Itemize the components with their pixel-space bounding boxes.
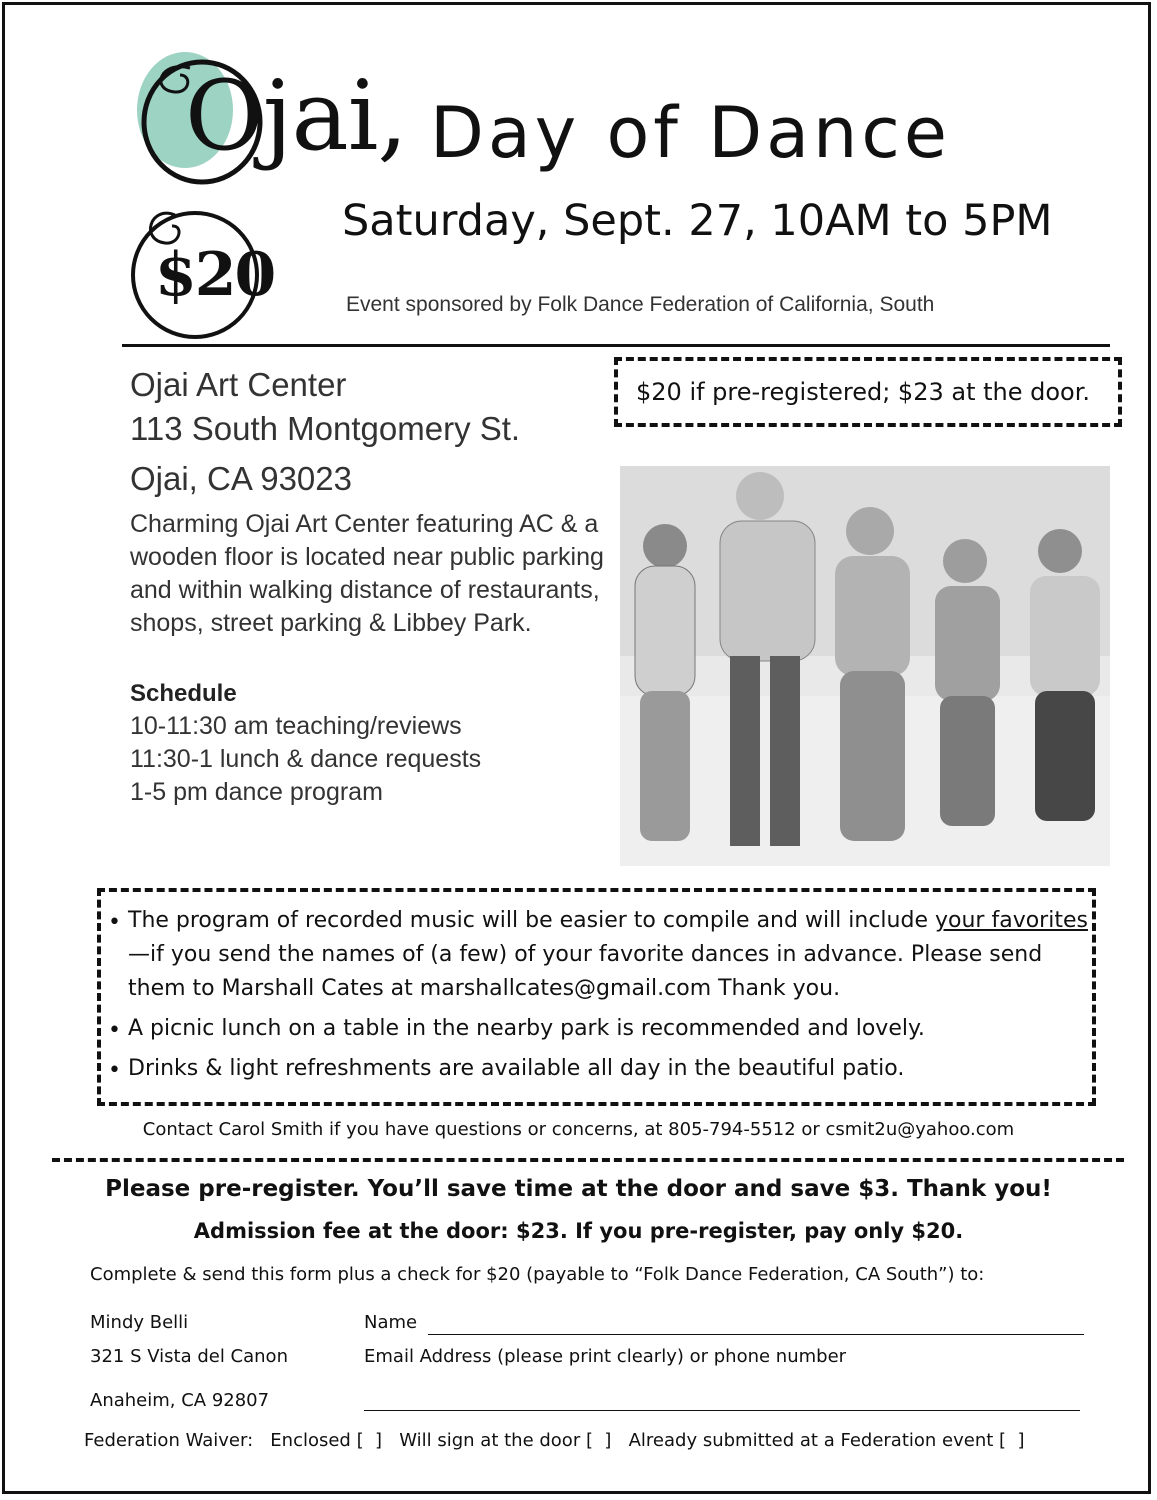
- venue-description: Charming Ojai Art Center featuring AC & a wooden floor is located near public parking and within walking distance of restaurants, shops, street parking & Libbey Park.: [130, 510, 604, 637]
- price-text: $20 if pre-registered; $23 at the door.: [636, 378, 1091, 406]
- dancers-photo: [620, 466, 1110, 866]
- bullet-icon: •: [108, 1058, 121, 1083]
- cut-line: [52, 1158, 1124, 1162]
- mail-to-city: Anaheim, CA 92807: [90, 1390, 270, 1411]
- note-drinks: Drinks & light refreshments are available all day in the beautiful patio.: [128, 1056, 905, 1081]
- waiver-line: Federation Waiver: Enclosed [ ] Will sign at the door [ ] Already submitted at a Federation event [ ]: [84, 1430, 1025, 1451]
- venue-street: 113 South Montgomery St.: [130, 410, 521, 447]
- logo-price: $20: [155, 240, 275, 310]
- mail-to-street: 321 S Vista del Canon: [90, 1346, 288, 1367]
- logo-word: Ojai,: [185, 60, 407, 172]
- note-favorites: [128, 904, 1088, 1006]
- note-text: —if you send the names of (a few) of your favorite dances in advance. Please send them to Marshall Cates at marshallcates@gmail.com Thank you.: [128, 942, 1043, 1001]
- bullet-icon: •: [108, 910, 121, 935]
- venue-name: Ojai Art Center: [130, 366, 347, 403]
- name-label: Name: [364, 1312, 418, 1333]
- schedule-item: 11:30-1 lunch & dance requests: [130, 745, 482, 773]
- contact-line: Contact Carol Smith if you have questions or concerns, at 805-794-5512 or csmit2u@yahoo.com: [142, 1119, 1015, 1140]
- sponsor-line: Event sponsored by Folk Dance Federation of California, South: [346, 293, 935, 316]
- venue-city: Ojai, CA 93023: [130, 460, 352, 497]
- schedule-heading: Schedule: [130, 680, 237, 707]
- preregister-headline: Please pre-register. You’ll save time at the door and save $3. Thank you!: [105, 1176, 1052, 1202]
- price-box: [614, 357, 1122, 427]
- divider: [122, 344, 1110, 347]
- fee-line: Admission fee at the door: $23. If you pre-register, pay only $20.: [193, 1219, 964, 1243]
- schedule-item: 10-11:30 am teaching/reviews: [130, 712, 462, 740]
- page-title: Day of Dance: [430, 92, 951, 174]
- mail-to-name: Mindy Belli: [90, 1312, 189, 1333]
- name-field[interactable]: [428, 1334, 1084, 1335]
- form-instructions: Complete & send this form plus a check for $20 (payable to “Folk Dance Federation, CA South”) to:: [90, 1264, 985, 1285]
- note-picnic: A picnic lunch on a table in the nearby park is recommended and lovely.: [128, 1016, 925, 1041]
- event-date: Saturday, Sept. 27, 10AM to 5PM: [342, 196, 1053, 246]
- bullet-icon: •: [108, 1018, 121, 1043]
- schedule-item: 1-5 pm dance program: [130, 778, 383, 806]
- note-underlined-text: your favorites: [935, 908, 1088, 933]
- email-label: Email Address (please print clearly) or phone number: [364, 1346, 847, 1367]
- note-text: The program of recorded music will be easier to compile and will include: [128, 908, 935, 933]
- email-field[interactable]: [364, 1410, 1080, 1411]
